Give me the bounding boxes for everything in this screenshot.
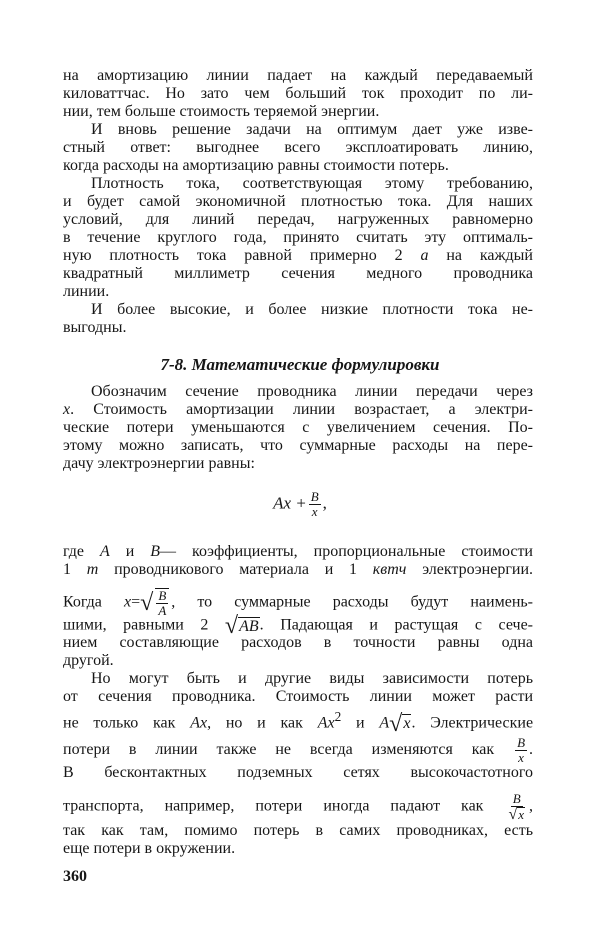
text-segment: где (63, 543, 85, 560)
text-segment: 1 (63, 561, 71, 578)
text-segment: , (529, 797, 534, 815)
square-root (389, 710, 411, 737)
section-heading: 7-8. Математические формулировки (160, 355, 440, 374)
numerator: B (517, 735, 526, 750)
text-line: выгодны. (63, 319, 127, 336)
text-line (63, 247, 533, 265)
radicand: x (518, 807, 525, 822)
text-segment: Когда (63, 593, 102, 611)
math-var: A (99, 543, 110, 560)
text-line (63, 561, 533, 579)
text-line: нием составляющие расходов в точности равны одна (63, 634, 533, 651)
text-line: квадратный миллиметр сечения медного проводника (63, 265, 533, 282)
text-line: условий, для линий передач, нагруженных равномерно (63, 211, 533, 228)
page-number: 360 (63, 868, 87, 885)
formula (0, 490, 600, 519)
text-segment: , но и как (207, 714, 303, 732)
text-segment: на каждый (446, 247, 533, 264)
text-line (63, 401, 533, 419)
text-segment: не только как (63, 714, 176, 732)
radical-icon: √ (224, 613, 239, 639)
math-term: Ax (317, 714, 335, 732)
text-line: и будет самой экономичной плотностью тока. Для наших (63, 193, 533, 210)
formula-term: Ax + (273, 493, 307, 513)
text-line: так как там, помимо потерь в самих проводниках, есть (63, 822, 533, 839)
radical-icon: √ (140, 590, 154, 616)
math-var: B (150, 543, 161, 560)
math-var: x (63, 401, 71, 418)
text-line: Обозначим сечение проводника линии передачи через (91, 383, 533, 400)
math-term: Ax (190, 714, 208, 732)
text-segment: шими, равными 2 (63, 616, 209, 634)
exponent: 2 (334, 709, 342, 724)
numerator: B (158, 588, 167, 603)
text-line (63, 588, 533, 618)
text-segment: , то суммарные расходы будут наимень- (171, 593, 533, 611)
text-line: Плотность тока, соответствующая этому требованию, (91, 175, 533, 192)
formula-comma: , (322, 493, 327, 513)
numerator: B (512, 791, 521, 806)
text-line: от сечения проводника. Стоимость линии может расти (63, 688, 533, 705)
text-line: линии. (63, 283, 110, 300)
unit-ampere: a (420, 247, 429, 264)
fraction (309, 490, 321, 519)
text-line: еще потери в окружении. (63, 840, 236, 857)
text-line: стный ответ: выгоднее всего эксплоатировать линию, (63, 139, 533, 156)
text-line: этому можно записать, что суммарные расходы на пере- (63, 437, 533, 454)
text-segment: потери в линии также не всегда изменяются как (63, 741, 495, 759)
text-segment: транспорта, например, потери иногда падают как (63, 797, 484, 815)
text-line: И вновь решение задачи на оптимум дает уже изве- (91, 121, 533, 138)
fraction (506, 792, 527, 822)
denominator: A (158, 603, 167, 618)
text-line: дачу электроэнергии равны: (63, 455, 255, 472)
denominator: x (518, 750, 524, 765)
radical-icon: √ (389, 710, 403, 737)
text-line (63, 736, 533, 765)
text-segment: и (356, 714, 365, 732)
text-segment: ную плотность тока равной примерно 2 (63, 247, 403, 264)
radicand: x (403, 715, 411, 733)
text-line (63, 792, 533, 822)
text-segment: . Стоимость амортизации линии возрастает, а электри- (70, 401, 533, 418)
text-segment: . Падающая и растущая с сече- (259, 616, 533, 634)
unit-ton: т (86, 561, 99, 578)
text-line: на амортизацию линии падает на каждый передаваемый (63, 67, 533, 84)
fraction (155, 588, 169, 618)
square-root (224, 613, 260, 639)
radical-icon: √ (508, 805, 518, 823)
text-line: другой. (63, 652, 114, 669)
text-line: нии, тем больше стоимость теряемой энергии. (63, 103, 380, 120)
text-line (63, 543, 533, 561)
text-line: Но могут быть и другие виды зависимости потерь (91, 670, 533, 687)
square-root (506, 807, 527, 822)
square-root (140, 588, 171, 618)
text-segment: и (125, 543, 135, 560)
text-segment: электроэнергии. (422, 561, 534, 578)
denominator: x (311, 504, 318, 519)
fraction (515, 736, 527, 765)
numerator: B (310, 489, 319, 504)
text-line (63, 708, 534, 737)
text-line: в течение круглого года, принято считать эту оптималь- (63, 229, 533, 246)
text-segment: — коэффициенты, пропорциональные стоимости (160, 543, 533, 560)
radicand: AB (239, 617, 259, 635)
math-var: A (379, 714, 390, 732)
text-line: киловаттчас. Но зато чем больший ток проходит по ли- (63, 85, 533, 102)
text-line (63, 613, 533, 639)
unit-kwh: квтч (372, 561, 407, 578)
text-line: И более высокие, и более низкие плотности тока не- (91, 301, 533, 318)
text-line: когда расходы на амортизацию равны стоимости потерь. (63, 157, 449, 174)
text-segment: проводникового материала и 1 (114, 561, 358, 578)
text-line: ческие потери уменьшаются с увеличением сечения. По- (63, 419, 533, 436)
text-segment: . (529, 741, 534, 759)
text-line: В бесконтактных подземных сетях высокочастотного (63, 764, 533, 781)
text-segment: . Электрические (411, 714, 534, 732)
equals-sign: = (131, 593, 141, 611)
math-var: x (124, 593, 132, 611)
